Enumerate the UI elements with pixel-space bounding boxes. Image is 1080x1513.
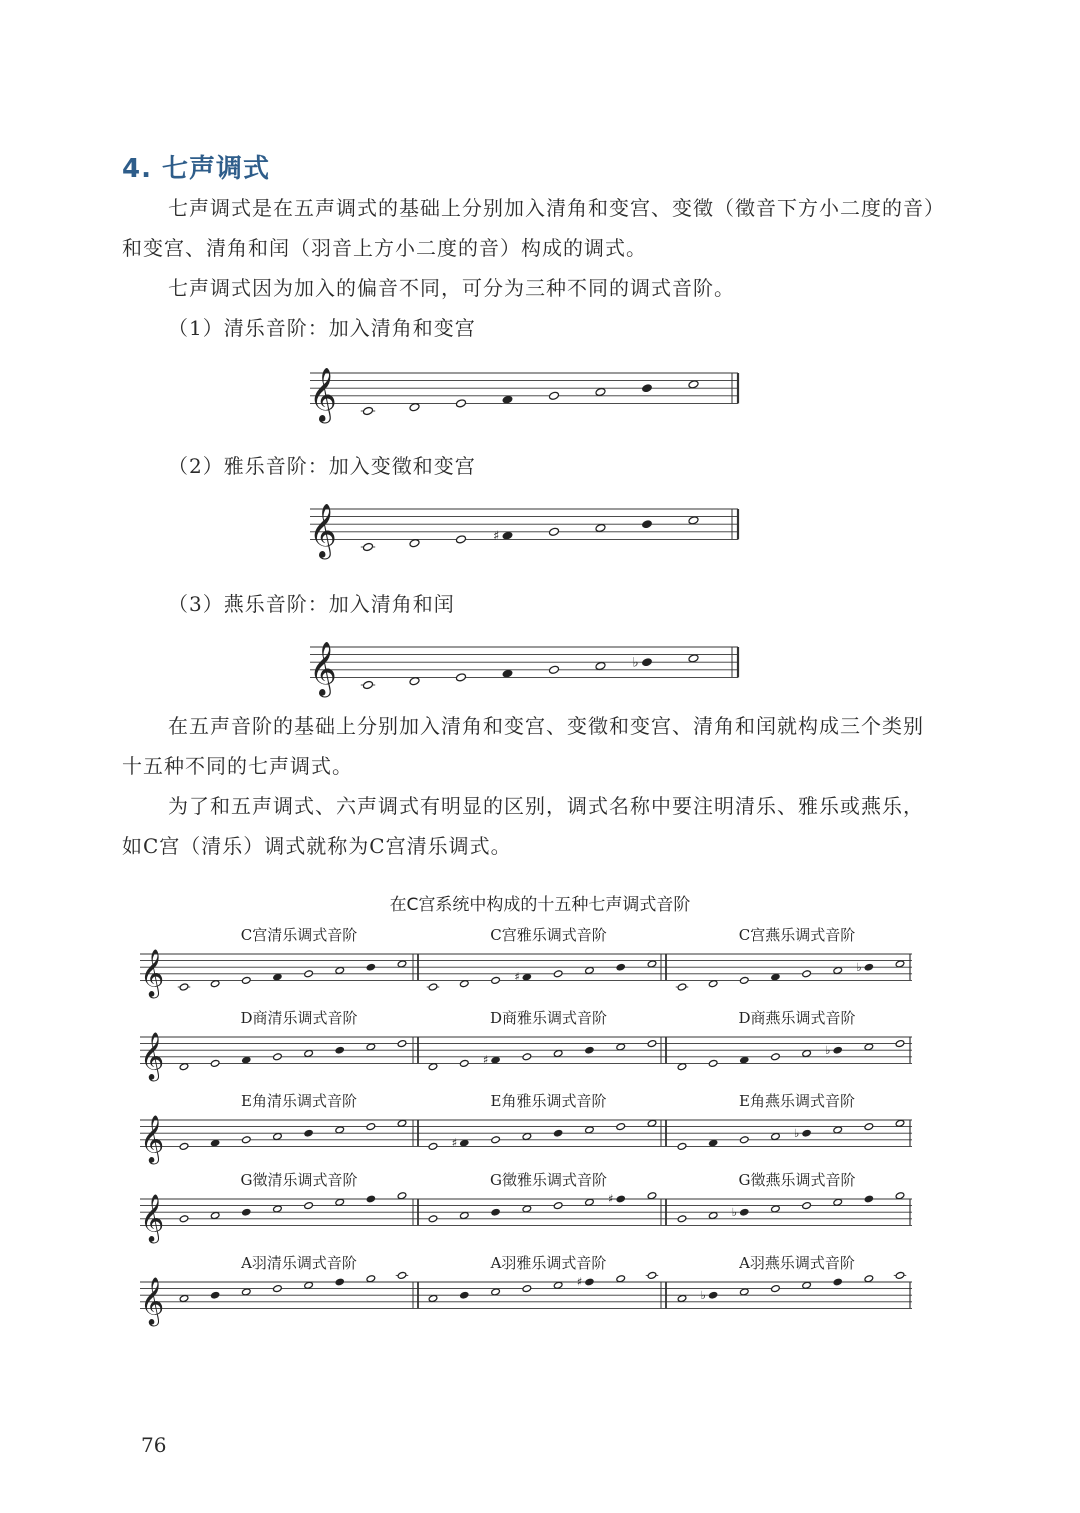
scale-name-label: E角燕乐调式音阶 (739, 1092, 855, 1110)
note-head (459, 1059, 469, 1067)
note-head (833, 966, 843, 974)
treble-clef-icon: 𝄞 (140, 948, 165, 997)
note-head (616, 1123, 626, 1131)
note-head-filled (502, 395, 513, 404)
note-head (397, 1192, 407, 1200)
flat-sign-icon: ♭ (794, 1126, 800, 1140)
note-head (397, 1119, 407, 1127)
scale-type-label-yanyue: （3）燕乐音阶：加入清角和闰 (168, 592, 455, 616)
note-head (895, 1119, 905, 1127)
note-head-filled (585, 1278, 595, 1286)
note-head (304, 1049, 314, 1057)
naming-paragraph: 为了和五声调式、六声调式有明显的区别，调式名称中要注明清乐、雅乐或燕乐，如C宫（清乐）调式就称为C宫清乐调式。 (122, 794, 924, 858)
note-head (616, 1275, 626, 1283)
note-head (397, 1040, 407, 1048)
scale-name-label: G徵清乐调式音阶 (240, 1171, 358, 1189)
note-head (864, 1275, 874, 1283)
sharp-sign-icon: ♯ (493, 528, 500, 544)
note-head-filled (459, 1291, 469, 1299)
note-head (647, 1040, 657, 1048)
summary-paragraph: 在五声音阶的基础上分别加入清角和变宫、变徵和变宫、清角和闰就构成三个类别十五种不同的七声调式。 (122, 714, 924, 778)
note-head-filled (641, 658, 652, 667)
note-head (548, 665, 559, 674)
note-head (688, 516, 699, 525)
scale-name-label: D商雅乐调式音阶 (489, 1009, 608, 1027)
note-head (708, 1211, 718, 1219)
note-head (428, 983, 438, 991)
note-head (522, 1205, 532, 1213)
note-head (677, 983, 687, 991)
note-head-filled (802, 1129, 812, 1137)
note-head (708, 1059, 718, 1067)
note-head (802, 1281, 812, 1289)
note-head (455, 399, 466, 408)
note-head-filled (335, 1046, 345, 1054)
chart-title: 在C宫系统中构成的十五种七声调式音阶 (389, 895, 691, 915)
note-head (771, 1132, 781, 1140)
note-head-filled (366, 1195, 376, 1203)
flat-sign-icon: ♭ (700, 1288, 706, 1302)
note-head-filled (502, 531, 513, 540)
note-head (616, 1043, 626, 1051)
note-head-filled (641, 520, 652, 529)
scale-name-label: C宫燕乐调式音阶 (738, 926, 856, 944)
note-head (335, 966, 345, 974)
note-head-filled (708, 1139, 718, 1147)
note-head (895, 1040, 905, 1048)
note-head (210, 980, 220, 988)
note-head (771, 1053, 781, 1061)
note-head (428, 1063, 438, 1071)
note-head-filled (491, 1056, 501, 1064)
note-head (677, 1215, 687, 1223)
note-head (273, 1205, 283, 1213)
intro-paragraph: 七声调式是在五声调式的基础上分别加入清角和变宫、变徵（徵音下方小二度的音）和变宫、清角和闰（羽音上方小二度的音）构成的调式。 (122, 196, 935, 260)
note-head (595, 387, 606, 396)
sharp-sign-icon: ♯ (483, 1053, 489, 1067)
note-head (647, 1119, 657, 1127)
note-head-filled (585, 1046, 595, 1054)
note-head (273, 1285, 283, 1293)
note-head-filled (616, 1195, 626, 1203)
note-head (179, 1063, 189, 1071)
note-head (335, 1126, 345, 1134)
scale-type-label-qingyue: （1）清乐音阶：加入清角和变宫 (168, 316, 476, 340)
scale-name-label: A羽清乐调式音阶 (241, 1254, 357, 1272)
flat-sign-icon: ♭ (825, 1043, 831, 1057)
note-head-filled (641, 384, 652, 393)
note-head (522, 1053, 532, 1061)
note-head-filled (502, 669, 513, 678)
note-head (428, 1215, 438, 1223)
treble-clef-icon: 𝄞 (140, 1276, 165, 1325)
types-intro-paragraph: 七声调式因为加入的偏音不同，可分为三种不同的调式音阶。 (168, 276, 735, 300)
note-head (459, 980, 469, 988)
page-number: 76 (141, 1433, 167, 1457)
note-head (895, 1192, 905, 1200)
note-head-filled (739, 1208, 749, 1216)
note-head (491, 1288, 501, 1296)
note-head (366, 1043, 376, 1051)
note-head (366, 1275, 376, 1283)
scale-name-label: C宫雅乐调式音阶 (490, 926, 607, 944)
note-head (802, 1049, 812, 1057)
note-head-filled (864, 963, 874, 971)
note-head (833, 1198, 843, 1206)
note-head (585, 1198, 595, 1206)
note-head (595, 523, 606, 532)
scale-name-label: E角清乐调式音阶 (241, 1092, 357, 1110)
note-head (491, 1136, 501, 1144)
note-head (522, 1132, 532, 1140)
note-head (273, 1132, 283, 1140)
note-head (553, 1049, 563, 1057)
note-head (522, 1285, 532, 1293)
note-head (595, 661, 606, 670)
flat-sign-icon: ♭ (731, 1205, 738, 1219)
scale-type-label-yayue: （2）雅乐音阶：加入变徵和变宫 (168, 454, 476, 478)
note-head (179, 1142, 189, 1150)
note-head-filled (335, 1278, 345, 1286)
treble-clef-icon: 𝄞 (309, 641, 337, 697)
sharp-sign-icon: ♯ (514, 970, 520, 984)
note-head (397, 1271, 407, 1279)
sharp-sign-icon: ♯ (608, 1192, 614, 1206)
note-head-filled (459, 1139, 469, 1147)
note-head (366, 1123, 376, 1131)
note-head (553, 970, 563, 978)
scale-name-label: G徵雅乐调式音阶 (490, 1171, 607, 1189)
note-head (335, 1198, 345, 1206)
sharp-sign-icon: ♯ (451, 1136, 458, 1150)
scale-name-label: D商燕乐调式音阶 (738, 1009, 856, 1027)
note-head (428, 1142, 438, 1150)
note-head-filled (304, 1129, 314, 1137)
treble-clef-icon: 𝄞 (140, 1193, 165, 1242)
note-head (833, 1126, 843, 1134)
note-head-filled (833, 1278, 843, 1286)
note-head (677, 1294, 687, 1302)
flat-sign-icon: ♭ (632, 655, 639, 671)
note-head (688, 654, 699, 663)
note-head (688, 380, 699, 389)
scale-name-label: A羽燕乐调式音阶 (739, 1254, 855, 1272)
note-head (210, 1059, 220, 1067)
note-head-filled (210, 1291, 220, 1299)
note-head-filled (522, 973, 532, 981)
flat-sign-icon: ♭ (856, 960, 862, 974)
section-title: 4. 七声调式 (122, 154, 271, 184)
note-head (802, 970, 812, 978)
note-head (409, 539, 420, 548)
note-head (647, 1192, 657, 1200)
note-head-filled (739, 1056, 749, 1064)
note-head (647, 1271, 657, 1279)
note-head-filled (553, 1129, 563, 1137)
note-head-filled (241, 1208, 251, 1216)
note-head (455, 535, 466, 544)
note-head-filled (273, 973, 283, 981)
note-head (397, 960, 407, 968)
note-head (241, 1288, 251, 1296)
note-head (409, 677, 420, 686)
note-head (241, 976, 251, 984)
note-head (647, 960, 657, 968)
note-head-filled (708, 1291, 718, 1299)
note-head-filled (491, 1208, 501, 1216)
note-head (585, 1126, 595, 1134)
note-head (553, 1202, 563, 1210)
scale-name-label: E角雅乐调式音阶 (490, 1092, 607, 1110)
note-head-filled (864, 1195, 874, 1203)
note-head (179, 983, 189, 991)
note-head-filled (366, 963, 376, 971)
note-head-filled (616, 963, 626, 971)
note-head (739, 1288, 749, 1296)
note-head (548, 391, 559, 400)
note-head (864, 1123, 874, 1131)
note-head (179, 1294, 189, 1302)
note-head-filled (241, 1056, 251, 1064)
note-head (771, 1285, 781, 1293)
note-head (771, 1205, 781, 1213)
note-head (459, 1211, 469, 1219)
scale-name-label: A羽雅乐调式音阶 (490, 1254, 607, 1272)
treble-clef-icon: 𝄞 (140, 1114, 165, 1163)
note-head (585, 966, 595, 974)
note-head (304, 1281, 314, 1289)
note-head (708, 980, 718, 988)
note-head (895, 960, 905, 968)
note-head (677, 1063, 687, 1071)
treble-clef-icon: 𝄞 (309, 503, 337, 559)
note-head (802, 1202, 812, 1210)
note-head (895, 1271, 905, 1279)
scale-name-label: D商清乐调式音阶 (240, 1009, 358, 1027)
scale-name-label: G徵燕乐调式音阶 (738, 1171, 856, 1189)
note-head-filled (210, 1139, 220, 1147)
note-head (548, 527, 559, 536)
note-head (304, 1202, 314, 1210)
note-head (409, 403, 420, 412)
sharp-sign-icon: ♯ (576, 1275, 583, 1289)
note-head-filled (833, 1046, 843, 1054)
note-head (428, 1294, 438, 1302)
note-head (304, 970, 314, 978)
note-head (553, 1281, 563, 1289)
note-head (362, 406, 373, 415)
scale-name-label: C宫清乐调式音阶 (240, 926, 358, 944)
note-head (677, 1142, 687, 1150)
note-head (179, 1215, 189, 1223)
note-head (273, 1053, 283, 1061)
treble-clef-icon: 𝄞 (309, 367, 337, 423)
note-head (210, 1211, 220, 1219)
note-head (362, 542, 373, 551)
note-head (739, 1136, 749, 1144)
note-head (864, 1043, 874, 1051)
note-head (455, 673, 466, 682)
note-head (739, 976, 749, 984)
note-head-filled (771, 973, 781, 981)
treble-clef-icon: 𝄞 (140, 1031, 165, 1080)
note-head (362, 680, 373, 689)
note-head (241, 1136, 251, 1144)
note-head (491, 976, 501, 984)
